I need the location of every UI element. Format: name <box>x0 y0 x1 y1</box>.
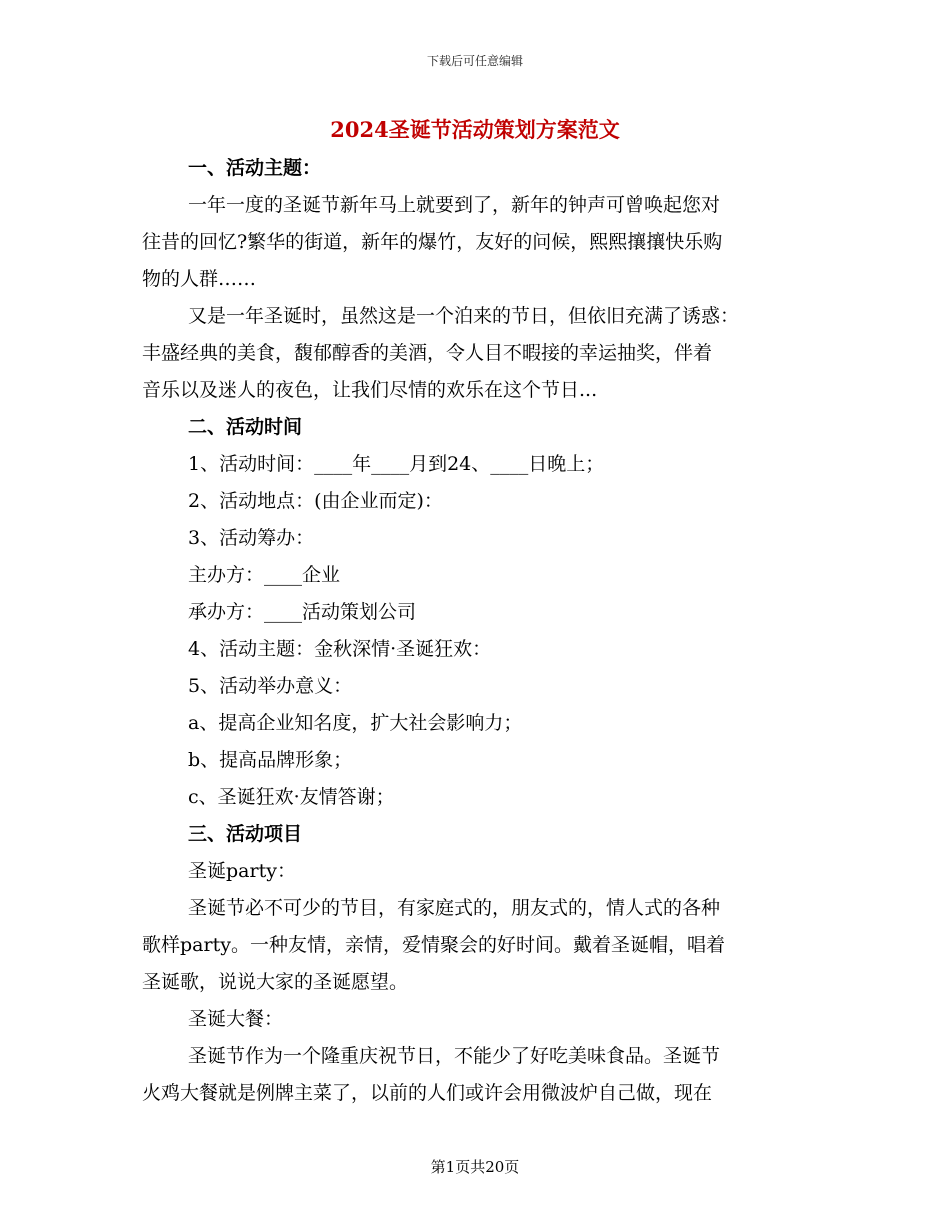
paragraph-line: 1、活动时间：____年____月到24、____日晚上； <box>188 453 605 475</box>
paragraph-line: 主办方：____企业 <box>188 564 341 586</box>
paragraph-line: 2、活动地点：(由企业而定)： <box>188 490 443 512</box>
paragraph-line: 丰盛经典的美食，馥郁醇香的美酒，令人目不暇接的幸运抽奖，伴着 <box>142 342 713 364</box>
page-number: 第1页共20页 <box>430 1158 520 1176</box>
paragraph-line: 5、活动举办意义： <box>188 675 353 697</box>
section-heading: 二、活动时间 <box>188 416 303 438</box>
paragraph-line: 圣诞歌，说说大家的圣诞愿望。 <box>142 971 409 993</box>
paragraph-line: 承办方：____活动策划公司 <box>188 601 417 623</box>
paragraph-line: 歌样party。一种友情，亲情，爱情聚会的好时间。戴着圣诞帽，唱着 <box>142 934 725 956</box>
page-title: 2024圣诞节活动策划方案范文 <box>330 117 620 142</box>
paragraph-line: a、提高企业知名度，扩大社会影响力； <box>188 712 523 734</box>
section-heading: 一、活动主题： <box>188 157 322 179</box>
paragraph-line: 一年一度的圣诞节新年马上就要到了，新年的钟声可曾唤起您对 <box>188 194 721 216</box>
paragraph-line: 又是一年圣诞时，虽然这是一个泊来的节日，但依旧充满了诱惑： <box>188 305 740 327</box>
section-heading: 三、活动项目 <box>188 823 303 845</box>
paragraph-line: c、圣诞狂欢·友情答谢； <box>188 786 395 808</box>
paragraph-line: b、提高品牌形象； <box>188 749 353 771</box>
paragraph-line: 圣诞party： <box>188 860 296 882</box>
paragraph-line: 圣诞节必不可少的节目，有家庭式的，朋友式的，情人式的各种 <box>188 897 721 919</box>
paragraph-line: 往昔的回忆?繁华的街道，新年的爆竹，友好的问候，熙熙攘攘快乐购 <box>142 231 723 253</box>
paragraph-line: 圣诞节作为一个隆重庆祝节日，不能少了好吃美味食品。圣诞节 <box>188 1045 721 1067</box>
page-header-note: 下载后可任意编辑 <box>426 54 523 68</box>
paragraph-line: 3、活动筹办： <box>188 527 315 549</box>
document-body <box>142 150 810 1112</box>
paragraph-line: 火鸡大餐就是例牌主菜了，以前的人们或许会用微波炉自己做，现在 <box>142 1082 713 1104</box>
paragraph-line: 4、活动主题：金秋深情·圣诞狂欢： <box>188 638 492 660</box>
paragraph-line: 物的人群…… <box>142 268 257 290</box>
paragraph-line: 圣诞大餐： <box>188 1008 284 1030</box>
paragraph-line: 音乐以及迷人的夜色，让我们尽情的欢乐在这个节日... <box>142 379 598 401</box>
